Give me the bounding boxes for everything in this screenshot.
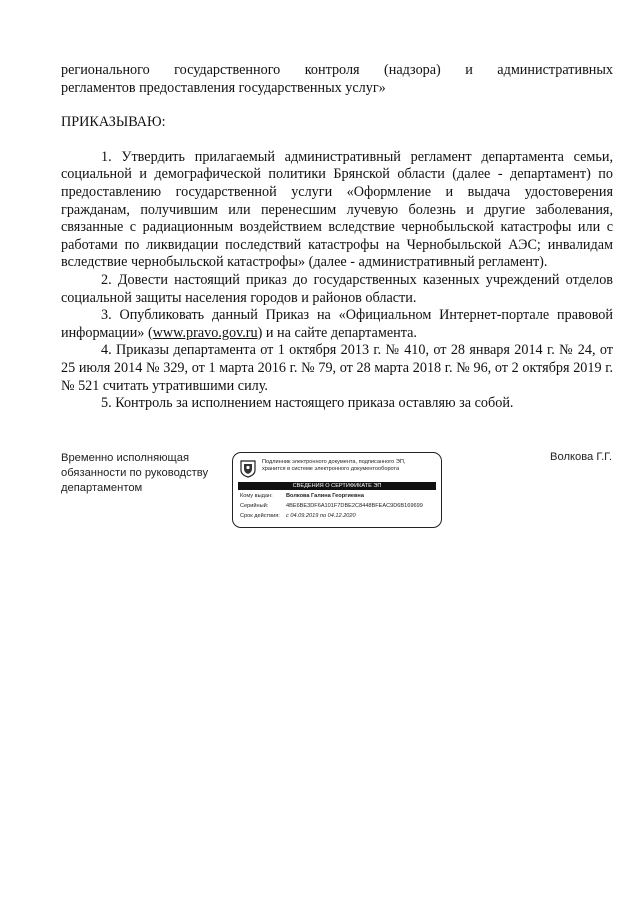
stamp-header-line-2: хранится в системе электронного документооборота (262, 466, 400, 472)
stamp-header-line-1: Подлинник электронного документа, подписанного ЭП, (262, 459, 406, 465)
intro-line-2: регламентов предоставления государственных услуг» (61, 79, 386, 96)
pravo-link[interactable]: www.pravo.gov.ru (152, 324, 258, 341)
paragraph-1: 1. Утвердить прилагаемый административный регламент департамента семьи, социальной и демографической политики Брянской области (далее - департамент) по предоставлению государственной услуги «Оформление и выдача удостоверения гражданам, получившим или перенесшим лучевую болезнь и другие заболевания, связанные с радиационным воздействием вследствие чернобыльской катастрофы или с работами по ликвидации последствий катастрофы на Чернобыльской АЭС; инвалидам вследствие чернобыльской катастрофы» (далее - административный регламент). (61, 148, 613, 271)
paragraph-3-text-end: ) и на сайте департамента. (257, 324, 417, 341)
document-body (61, 62, 613, 413)
serial-label: Серийный: (240, 503, 269, 509)
serial-row (240, 502, 423, 510)
paragraph-3 (61, 307, 613, 342)
issued-to-value: Волкова Галина Георгиевна (286, 493, 364, 499)
position-line-2: обязанности по руководству (61, 467, 209, 479)
intro-line-1: регионального государственного контроля (надзора) и административных (61, 62, 613, 78)
order-word: ПРИКАЗЫВАЮ: (61, 114, 166, 131)
issued-to-label: Кому выдан: (240, 493, 273, 499)
position-line-3: департаментом (61, 482, 143, 494)
paragraph-4: 4. Приказы департамента от 1 октября 2013 г. № 410, от 28 января 2014 г. № 24, от 25 июля 2014 № 329, от 1 марта 2016 г. № 79, от 28 марта 2018 г. № 96, от 2 октября 2019 г. № 521 считать утратившими силу. (61, 342, 613, 394)
position-line-1: Временно исполняющая (61, 452, 190, 464)
paragraph-5: 5. Контроль за исполнением настоящего приказа оставляю за собой. (101, 395, 514, 412)
serial-value: 4BE6BE3DF6A101F7DBE2C8448BFEAC9D6B169699 (286, 503, 423, 509)
validity-value: с 04.09.2019 по 04.12.2020 (286, 513, 356, 519)
electronic-signature-stamp (232, 452, 442, 528)
stamp-header (262, 459, 440, 473)
signatory-name: Волкова Г.Г. (550, 451, 612, 463)
signatory-position (61, 451, 231, 496)
paragraph-2: 2. Довести настоящий приказ до государственных казенных учреждений отделов социальной защиты населения городов и районов области. (61, 271, 613, 306)
issued-to-row (240, 492, 364, 500)
certificate-info-title: СВЕДЕНИЯ О СЕРТИФИКАТЕ ЭП (238, 482, 436, 490)
validity-label: Срок действия: (240, 513, 280, 519)
paragraph-3-text-start: 3. Опубликовать данный Приказ на «Официальном Интернет-портале правовой информации» ( (61, 307, 613, 341)
coat-of-arms-icon (240, 460, 256, 478)
validity-row (240, 512, 356, 520)
